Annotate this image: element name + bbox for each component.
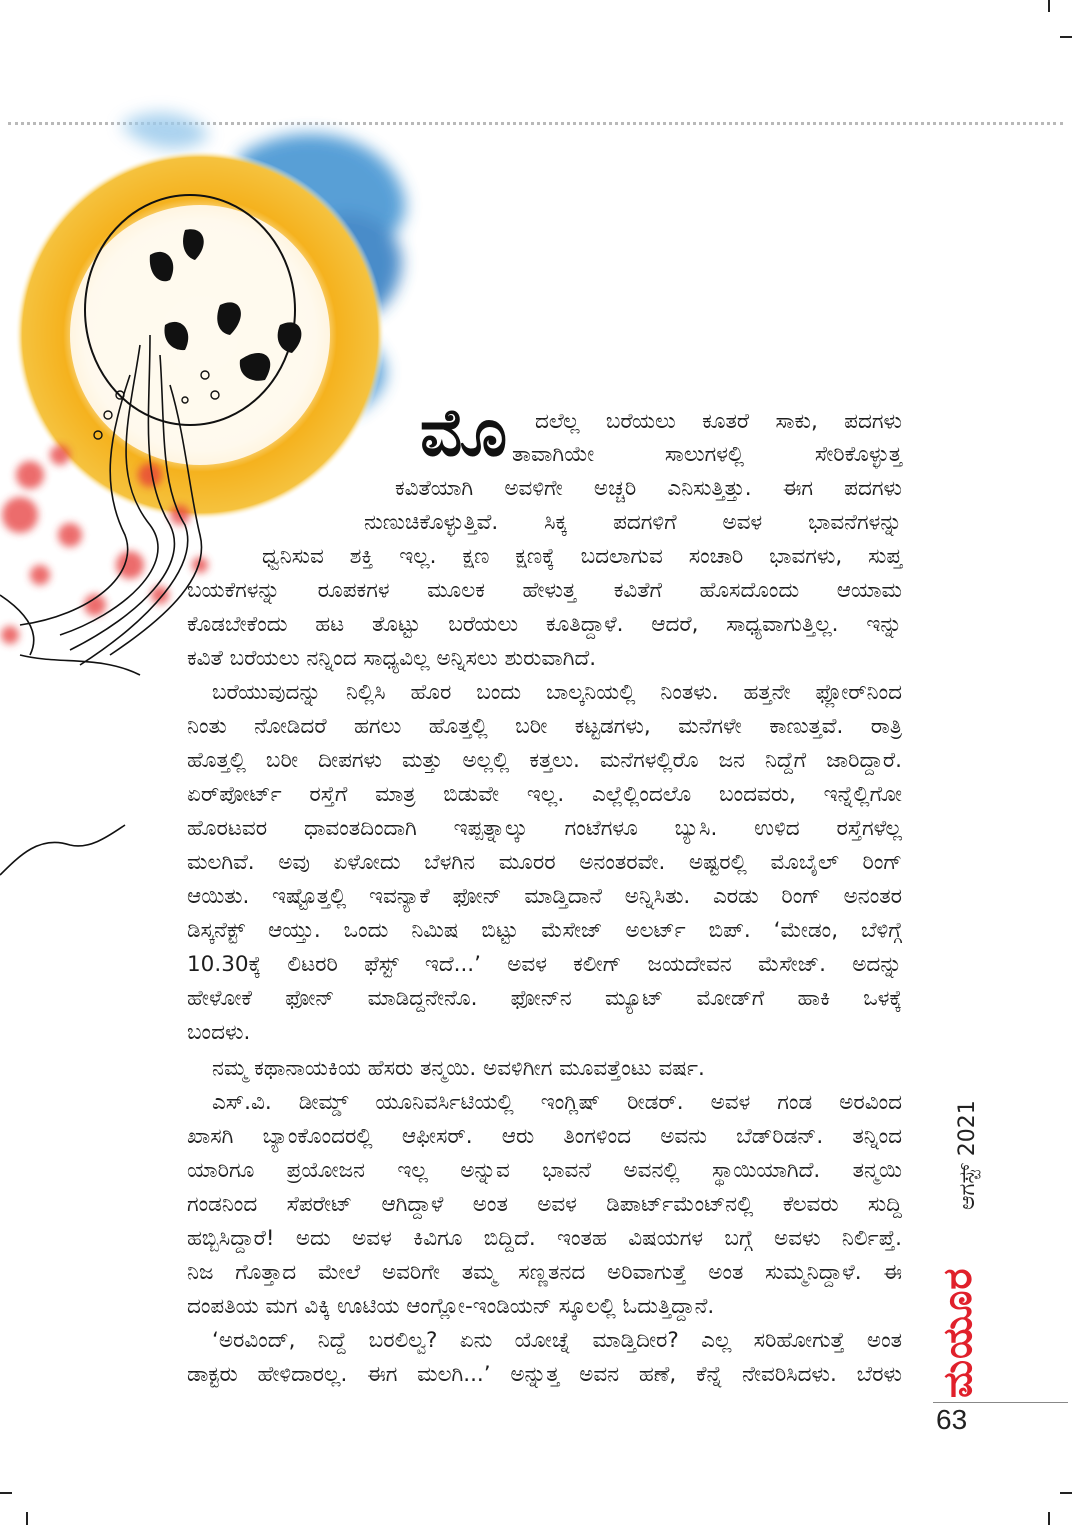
illustration-sun-tree [0, 95, 520, 915]
article-line: ಯಾರಿಗೂ ಪ್ರಯೋಜನ ಇಲ್ಲ ಅನ್ನುವ ಭಾವನೆ ಅವನಲ್ಲಿ ಸ್ಥಾಯಿಯಾಗಿದೆ. ತನ್ಮಯಿ [187, 1158, 902, 1183]
article-line: ನುಣುಚಿಕೊಳ್ಳುತ್ತಿವೆ. ಸಿಕ್ಕ ಪದಗಳಿಗೆ ಅವಳ ಭಾವನೆಗಳನ್ನು [364, 510, 902, 535]
crop-mark-left-bottom [0, 1492, 12, 1494]
article-line: ಬರೆಯುವುದನ್ನು ನಿಲ್ಲಿಸಿ ಹೊರ ಬಂದು ಬಾಲ್ಕನಿಯಲ್ಲಿ ನಿಂತಳು. ಹತ್ತನೇ ಫ್ಲೋರ್‌ನಿಂದ [212, 680, 902, 705]
article-line: 10.30ಕ್ಕೆ ಲಿಟರರಿ ಫೆಸ್ಟ್ ಇದೆ...’ ಅವಳ ಕಲೀಗ್ ಜಯದೇವನ ಮೆಸೇಜ್. ಅದನ್ನು [187, 952, 902, 977]
article-line: ದಲೆಲ್ಲ ಬರೆಯಲು ಕೂತರೆ ಸಾಕು, ಪದಗಳು [535, 409, 902, 434]
article-line: ಧ್ವನಿಸುವ ಶಕ್ತಿ ಇಲ್ಲ. ಕ್ಷಣ ಕ್ಷಣಕ್ಕೆ ಬದಲಾಗುವ ಸಂಚಾರಿ ಭಾವಗಳು, ಸುಪ್ತ [262, 544, 902, 569]
article-line: ಮಲಗಿವೆ. ಅವು ಏಳೋದು ಬೆಳಗಿನ ಮೂರರ ಅನಂತರವೇ. ಅಷ್ಟರಲ್ಲಿ ಮೊಬೈಲ್ ರಿಂಗ್ [187, 850, 902, 875]
article-line: ನಿಂತು ನೋಡಿದರೆ ಹಗಲು ಹೊತ್ತಲ್ಲಿ ಬರೀ ಕಟ್ಟಡಗಳು, ಮನೆಗಳೇ ಕಾಣುತ್ತವೆ. ರಾತ್ರಿ [187, 714, 902, 739]
article-line: ಕವಿತೆಯಾಗಿ ಅವಳಿಗೇ ಅಚ್ಚರಿ ಎನಿಸುತ್ತಿತ್ತು. ಈಗ ಪದಗಳು [395, 476, 902, 501]
article-line: ಹೊತ್ತಲ್ಲಿ ಬರೀ ದೀಪಗಳು ಮತ್ತು ಅಲ್ಲಲ್ಲಿ ಕತ್ತಲು. ಮನೆಗಳಲ್ಲಿರೊ ಜನ ನಿದ್ದೆಗೆ ಜಾರಿದ್ದಾರೆ. [187, 748, 902, 773]
article-line: ಹೊರಟವರ ಧಾವಂತದಿಂದಾಗಿ ಇಪ್ಪತ್ನಾಲ್ಕು ಗಂಟೆಗಳೂ ಬ್ಯುಸಿ. ಉಳಿದ ರಸ್ತೆಗಳೆಲ್ಲ [187, 816, 902, 841]
article-line: ಡಾಕ್ಟರು ಹೇಳಿದಾರಲ್ಲ. ಈಗ ಮಲಗಿ...’ ಅನ್ನುತ್ತ ಅವನ ಹಣೆ, ಕೆನ್ನೆ ನೇವರಿಸಿದಳು. ಬೆರಳು [187, 1362, 902, 1387]
article-line: ನಮ್ಮ ಕಥಾನಾಯಕಿಯ ಹೆಸರು ತನ್ಮಯಿ. ಅವಳಿಗೀಗ ಮೂವತ್ತೆಂಟು ವರ್ಷ. [212, 1056, 705, 1081]
article-line: ನಿಜ ಗೊತ್ತಾದ ಮೇಲೆ ಅವರಿಗೇ ತಮ್ಮ ಸಣ್ಣತನದ ಅರಿವಾಗುತ್ತೆ ಅಂತ ಸುಮ್ಮನಿದ್ದಾಳೆ. ಈ [187, 1260, 902, 1285]
article-line: ಕೊಡಬೇಕೆಂದು ಹಟ ತೊಟ್ಟು ಬರೆಯಲು ಕೂತಿದ್ದಾಳೆ. ಆದರೆ, ಸಾಧ್ಯವಾಗುತ್ತಿಲ್ಲ. ಇನ್ನು [187, 612, 902, 637]
crop-mark-right-bottom [1060, 1492, 1072, 1494]
article-line: ಖಾಸಗಿ ಬ್ಯಾಂಕೊಂದರಲ್ಲಿ ಆಫೀಸರ್. ಆರು ತಿಂಗಳಿಂದ ಅವನು ಬೆಡ್‌ರಿಡನ್. ತನ್ನಿಂದ [187, 1124, 902, 1149]
article-line: ಹಬ್ಬಿಸಿದ್ದಾರೆ! ಅದು ಅವಳ ಕಿವಿಗೂ ಬಿದ್ದಿದೆ. ಇಂತಹ ವಿಷಯಗಳ ಬಗ್ಗೆ ಅವಳು ನಿರ್ಲಿಪ್ತೆ. [187, 1226, 902, 1251]
article-line: ದಂಪತಿಯ ಮಗ ವಿಕ್ಕಿ ಊಟಿಯ ಆಂಗ್ಲೋ-ಇಂಡಿಯನ್ ಸ್ಕೂಲಲ್ಲಿ ಓದುತ್ತಿದ್ದಾನೆ. [187, 1294, 715, 1319]
article-line: ಹೇಳೋಕೆ ಫೋನ್ ಮಾಡಿದ್ದನೇನೊ. ಫೋನ್‌ನ ಮ್ಯೂಟ್ ಮೋಡ್‌ಗೆ ಹಾಕಿ ಒಳಕ್ಕೆ [187, 986, 902, 1011]
article-line: ‘ಅರವಿಂದ್, ನಿದ್ದೆ ಬರಲಿಲ್ವ? ಏನು ಯೋಚ್ನೆ ಮಾಡ್ತಿದೀರ? ಎಲ್ಲ ಸರಿಹೋಗುತ್ತೆ ಅಂತ [212, 1328, 902, 1353]
article-line: ಗಂಡನಿಂದ ಸೆಪರೇಟ್ ಆಗಿದ್ದಾಳೆ ಅಂತ ಅವಳ ಡಿಪಾರ್ಟ್‌ಮೆಂಟ್‌ನಲ್ಲಿ ಕೆಲವರು ಸುದ್ದಿ [187, 1192, 902, 1217]
drop-cap: ಮೊ [420, 394, 508, 471]
article-line: ಬಂದಳು. [187, 1020, 251, 1045]
crop-mark-right [1060, 36, 1072, 38]
issue-date: ಆಗಸ್ಟ್ 2021 [955, 1100, 980, 1210]
article-line: ಡಿಸ್ಕನೆಕ್ಟ್ ಆಯ್ತು. ಒಂದು ನಿಮಿಷ ಬಿಟ್ಟು ಮೆಸೇಜ್ ಅಲರ್ಟ್ ಬಿಪ್. ‘ಮೇಡಂ, ಬೆಳಿಗ್ಗೆ [187, 918, 902, 943]
page-number-rule [933, 1402, 1068, 1403]
article-line: ಬಯಕೆಗಳನ್ನು ರೂಪಕಗಳ ಮೂಲಕ ಹೇಳುತ್ತ ಕವಿತೆಗೆ ಹೊಸದೊಂದು ಆಯಾಮ [187, 578, 902, 603]
article-line: ಕವಿತೆ ಬರೆಯಲು ನನ್ನಿಂದ ಸಾಧ್ಯವಿಲ್ಲ ಅನ್ನಿಸಲು ಶುರುವಾಗಿದೆ. [187, 646, 597, 671]
crop-mark-top [1048, 0, 1050, 12]
article-line: ಎಸ್.ವಿ. ಡೀಮ್ಡ್ ಯೂನಿವರ್ಸಿಟಿಯಲ್ಲಿ ಇಂಗ್ಲಿಷ್ ರೀಡರ್. ಅವಳ ಗಂಡ ಅರವಿಂದ [212, 1090, 902, 1115]
page-number: 63 [936, 1404, 968, 1435]
article-line: ಆಯಿತು. ಇಷ್ಟೊತ್ತಲ್ಲಿ ಇವನ್ಯಾಕೆ ಫೋನ್ ಮಾಡ್ತಿದಾನೆ ಅನ್ನಿಸಿತು. ಎರಡು ರಿಂಗ್ ಅನಂತರ [187, 884, 902, 909]
magazine-brand: ಮಯೂರ [935, 1267, 981, 1398]
article-line: ತಾವಾಗಿಯೇ ಸಾಲುಗಳಲ್ಲಿ ಸೇರಿಕೊಳ್ಳುತ್ತ [512, 442, 902, 467]
crop-mark-bottom-right [1048, 1512, 1050, 1525]
crop-mark-bottom [26, 1512, 28, 1525]
article-line: ಏರ್‌ಪೋರ್ಟ್ ರಸ್ತೆಗೆ ಮಾತ್ರ ಬಿಡುವೇ ಇಲ್ಲ. ಎಲ್ಲೆಲ್ಲಿಂದಲೊ ಬಂದವರು, ಇನ್ನೆಲ್ಲಿಗೋ [187, 782, 902, 807]
